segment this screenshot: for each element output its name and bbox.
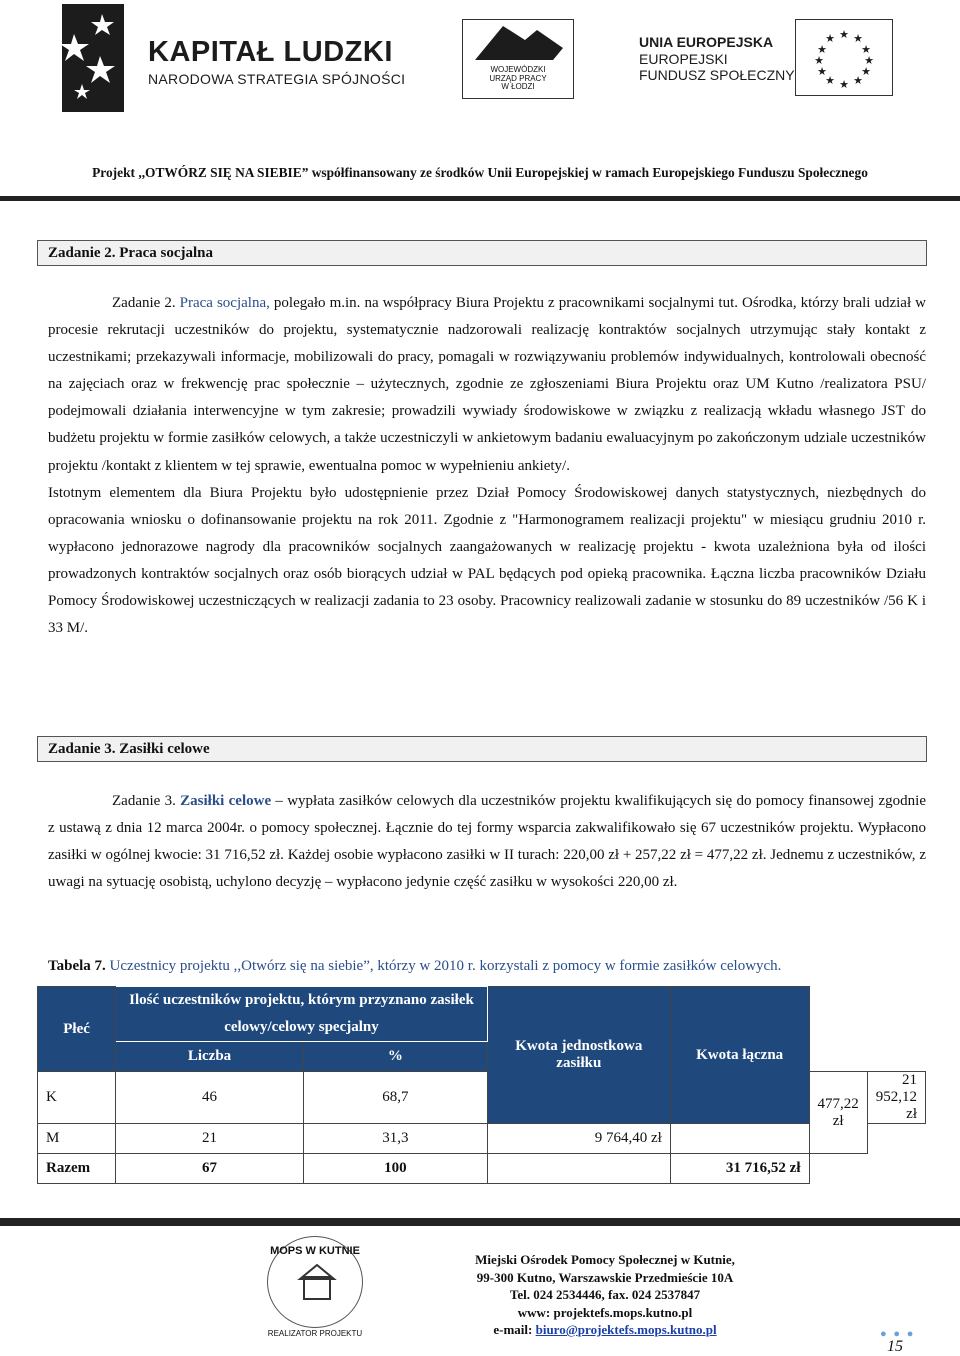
header-divider xyxy=(0,196,960,201)
realizator-label: REALIZATOR PROJEKTU xyxy=(267,1329,363,1338)
wup-lodz-text: WOJEWÓDZKI URZĄD PRACY W ŁODZI xyxy=(489,65,547,91)
svg-text:★: ★ xyxy=(817,66,827,78)
svg-text:★: ★ xyxy=(864,55,874,67)
cell-procent: 68,7 xyxy=(303,1072,487,1124)
cell-plec: K xyxy=(38,1072,116,1124)
svg-text:★: ★ xyxy=(825,33,835,45)
header-kwota-laczna: Kwota łączna xyxy=(670,987,809,1124)
svg-text:★: ★ xyxy=(861,66,871,78)
cell-kwota-laczna: 21 952,12 zł xyxy=(867,1072,925,1124)
svg-text:★: ★ xyxy=(839,79,849,91)
svg-text:★: ★ xyxy=(817,44,827,56)
svg-text:★: ★ xyxy=(814,55,824,67)
page-dots-icon: ● ● ● xyxy=(880,1328,916,1340)
praca-socjalna-highlight: Praca socjalna, xyxy=(179,295,270,311)
cell-liczba: 21 xyxy=(116,1124,304,1154)
cell-kwota-jednostkowa: 477,22 zł xyxy=(809,1072,867,1154)
mops-logo-text: MOPS W KUTNIE xyxy=(270,1245,360,1257)
section-heading-zadanie-2: Zadanie 2. Praca socjalna xyxy=(37,240,927,266)
cell-empty xyxy=(487,1154,670,1184)
section-3-paragraph: Zadanie 3. Zasiłki celowe – wypłata zasiłków celowych dla uczestników projektu kwalifikujących się do pomocy finansowej zgodnie z ustawą z dnia 12 marca 2004r. o pomocy społecznej. Łącznie do tej formy wsparcia zakwalifikowało się 67 uczestników projektu. Wypłacono zasiłki w ogólnej kwocie: 31 716,52 zł. Każdej osobie wypłacono zasiłki w II turach: 220,00 zł + 257,22 zł = 477,22 zł. Jednemu z uczestników, z uwagi na sytuację osobistą, uchylono decyzję – wypłacono jedynie część zasiłku w wysokości 220,00 zł. xyxy=(48,793,926,891)
eu-flag-icon xyxy=(795,19,893,96)
svg-text:★: ★ xyxy=(853,33,863,45)
kapital-ludzki-logo xyxy=(62,4,124,112)
cell-procent: 100 xyxy=(303,1154,487,1184)
kapital-ludzki-subtitle: NARODOWA STRATEGIA SPÓJNOŚCI xyxy=(148,71,406,87)
cell-kwota-laczna: 9 764,40 zł xyxy=(487,1124,670,1154)
section-3-body xyxy=(48,788,926,896)
header-plec: Płeć xyxy=(38,987,116,1072)
header-kwota-jednostkowa: Kwota jednostkowa zasiłku xyxy=(487,987,670,1124)
table-row-total xyxy=(38,1154,926,1184)
svg-text:★: ★ xyxy=(825,75,835,87)
svg-text:★: ★ xyxy=(861,44,871,56)
header-liczba: Liczba xyxy=(116,1042,304,1072)
svg-text:★: ★ xyxy=(839,29,849,41)
cell-liczba: 46 xyxy=(116,1072,304,1124)
section-2-paragraph-2: Istotnym elementem dla Biura Projektu było udostępnienie przez Dział Pomocy Środowiskowej danych statystycznych, niezbędnych do opracowania wniosku o dofinansowanie projektu na rok 2011. Zgodnie z "Harmonogramem realizacji projektu" w miesiącu grudniu 2010 r. wypłacono jednorazowe nagrody dla pracowników socjalnych zaangażowanych w realizację projektu - kwota uzależniona była od ilości prowadzonych kontraktów socjalnych oraz osób biorących udział w PAL będących pod opieką pracownika. Łączna liczba pracowników Działu Pomocy Środowiskowej uczestniczących w realizacji zadania to 23 osoby. Pracownicy realizowali zadanie w stosunku do 89 uczestników /56 K i 33 M/. xyxy=(48,484,926,637)
zasilki-table xyxy=(37,986,926,1184)
cell-plec: Razem xyxy=(38,1154,116,1184)
email-link[interactable]: biuro@projektefs.mops.kutno.pl xyxy=(535,1322,717,1337)
project-line: Projekt ,,OTWÓRZ SIĘ NA SIEBIE” współfinansowany ze środków Unii Europejskiej w ramach Europejskiego Funduszu Społecznego xyxy=(92,165,868,180)
section-heading-zadanie-3: Zadanie 3. Zasiłki celowe xyxy=(37,736,927,762)
section-2-body xyxy=(48,290,926,642)
header-ilosc: Ilość uczestników projektu, którym przyznano zasiłek celowy/celowy specjalny xyxy=(116,987,488,1042)
footer-contact: Miejski Ośrodek Pomocy Społecznej w Kutnie, 99-300 Kutno, Warszawskie Przedmieście 10A Tel. 024 2534446, fax. 024 2537847 www: projektefs.mops.kutno.pl e-mail: biuro@projektefs.mops.kutno.pl xyxy=(475,1252,735,1337)
cell-plec: M xyxy=(38,1124,116,1154)
zasilki-celowe-highlight: Zasiłki celowe xyxy=(180,793,272,809)
svg-text:★: ★ xyxy=(853,75,863,87)
cell-procent: 31,3 xyxy=(303,1124,487,1154)
kapital-ludzki-title: KAPITAŁ LUDZKI xyxy=(148,36,393,68)
cell-kwota-laczna: 31 716,52 zł xyxy=(670,1154,809,1184)
footer-divider xyxy=(0,1218,960,1226)
eu-text: UNIA EUROPEJSKA EUROPEJSKI FUNDUSZ SPOŁECZNY xyxy=(639,34,795,83)
table-row xyxy=(38,1124,926,1154)
table-caption: Tabela 7. Uczestnicy projektu ,,Otwórz się na siebie”, którzy w 2010 r. korzystali z pomocy w formie zasiłków celowych. xyxy=(48,958,782,974)
section-2-paragraph-1: Zadanie 2. Praca socjalna, polegało m.in. na współpracy Biura Projektu z pracownikami socjalnymi tut. Ośrodka, którzy brali udział w procesie rekrutacji uczestników do projektu, systematycznie nadzorowali realizację kontraktów socjalnych utrzymując stały kontakt z uczestnikami; przekazywali informacje, mobilizowali do pracy, pomagali w rozwiązywaniu problemów indywidualnych, kontrolowali obecność na zajęciach oraz w frekwencję prac społecznie – użytecznych, zgodnie ze zgłoszeniami Biura Projektu oraz UM Kutno /realizatora PSU/ podejmowali działania interwencyjne w tym zakresie; prowadzili wywiady środowiskowe w związku z realizacją wkładu własnego JST do budżetu projektu w formie zasiłków celowych, a także uczestniczyli w ankietowym badaniu ewaluacyjnym po zakończonym udziale uczestników projektu /kontakt z klientem w tej sprawie, ewentualna pomoc w wypełnieniu ankiety/. xyxy=(48,295,926,474)
page-number: 15 xyxy=(887,1338,903,1355)
header-procent: % xyxy=(303,1042,487,1072)
cell-liczba: 67 xyxy=(116,1154,304,1184)
